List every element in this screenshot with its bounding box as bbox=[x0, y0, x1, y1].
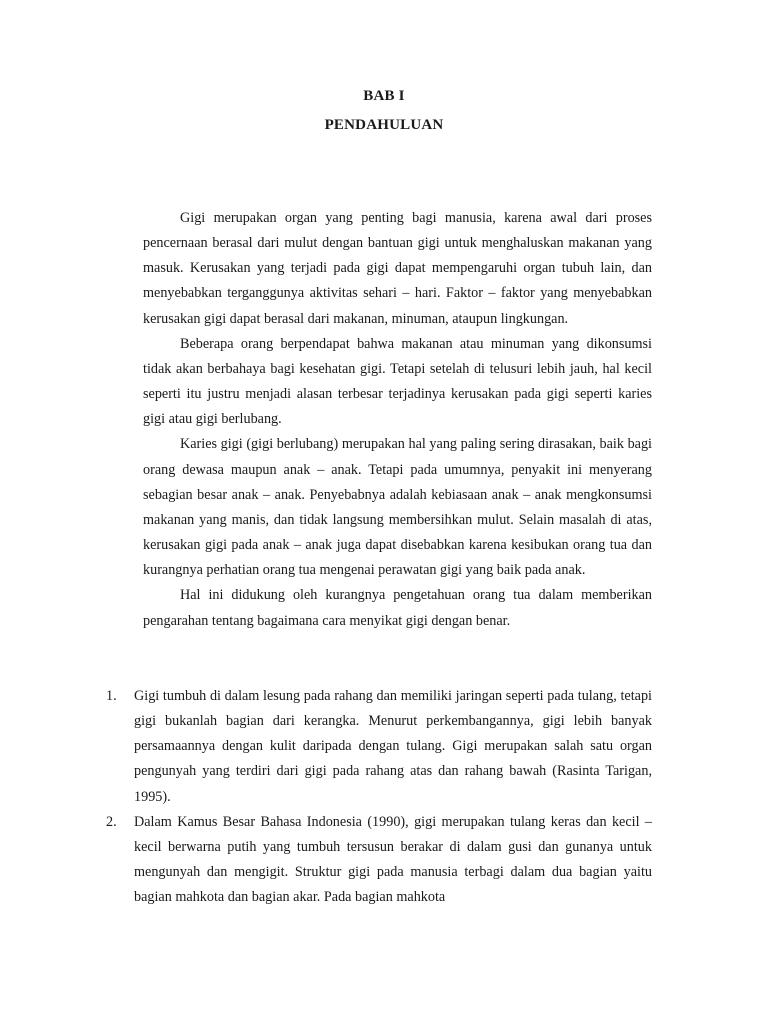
numbered-list bbox=[106, 684, 652, 910]
body-text bbox=[143, 206, 652, 634]
list-item bbox=[106, 684, 652, 810]
list-item-text: Dalam Kamus Besar Bahasa Indonesia (1990), gigi merupakan tulang keras dan kecil – kecil berwarna putih yang tumbuh tersusun berakar di dalam gusi dan gunanya untuk mengunyah dan mengigit. Struktur gigi pada manusia terbagi dalam dua bagian yaitu bagian mahkota dan bagian akar. Pada bagian mahkota bbox=[134, 813, 652, 906]
list-item-number: 2. bbox=[106, 813, 117, 830]
list-item-text: Gigi tumbuh di dalam lesung pada rahang dan memiliki jaringan seperti pada tulang, tetapi gigi bukanlah bagian dari kerangka. Menurut perkembangannya, gigi lebih banyak persamaannya dengan kulit daripada dengan tulang. Gigi merupakan salah satu organ pengunyah yang terdiri dari gigi pada rahang atas dan rahang bawah (Rasinta Tarigan, 1995). bbox=[134, 688, 652, 805]
list-item bbox=[106, 810, 652, 911]
chapter-heading: BAB I bbox=[363, 88, 405, 104]
paragraph: Gigi merupakan organ yang penting bagi manusia, karena awal dari proses pencernaan berasal dari mulut dengan bantuan gigi untuk menghaluskan makanan yang masuk. Kerusakan yang terjadi pada gigi dapat mempengaruhi organ tubuh lain, dan menyebabkan terganggunya aktivitas sehari – hari. Faktor – faktor yang menyebabkan kerusakan gigi dapat berasal dari makanan, minuman, ataupun lingkungan. bbox=[143, 210, 652, 327]
list-item-number: 1. bbox=[106, 688, 117, 704]
paragraph: Karies gigi (gigi berlubang) merupakan hal yang paling sering dirasakan, baik bagi orang dewasa maupun anak – anak. Tetapi pada umumnya, penyakit ini menyerang sebagian besar anak – anak. Penyebabnya adalah kebiasaan anak – anak mengkonsumsi makanan yang manis, dan tidak langsung membersihkan mulut. Selain masalah di atas, kerusakan gigi pada anak – anak juga dapat disebabkan karena kesibukan orang tua dan kurangnya perhatian orang tua mengenai perawatan gigi yang baik pada anak. bbox=[143, 436, 652, 579]
chapter-title: PENDAHULUAN bbox=[324, 117, 444, 133]
paragraph: Hal ini didukung oleh kurangnya pengetahuan orang tua dalam memberikan pengarahan tentang bagaimana cara menyikat gigi dengan benar. bbox=[143, 587, 652, 629]
paragraph: Beberapa orang berpendapat bahwa makanan atau minuman yang dikonsumsi tidak akan berbahaya bagi kesehatan gigi. Tetapi setelah di telusuri lebih jauh, hal kecil seperti itu justru menjadi alasan terbesar terjadinya kerusakan pada gigi seperti karies gigi atau gigi berlubang. bbox=[143, 335, 652, 428]
